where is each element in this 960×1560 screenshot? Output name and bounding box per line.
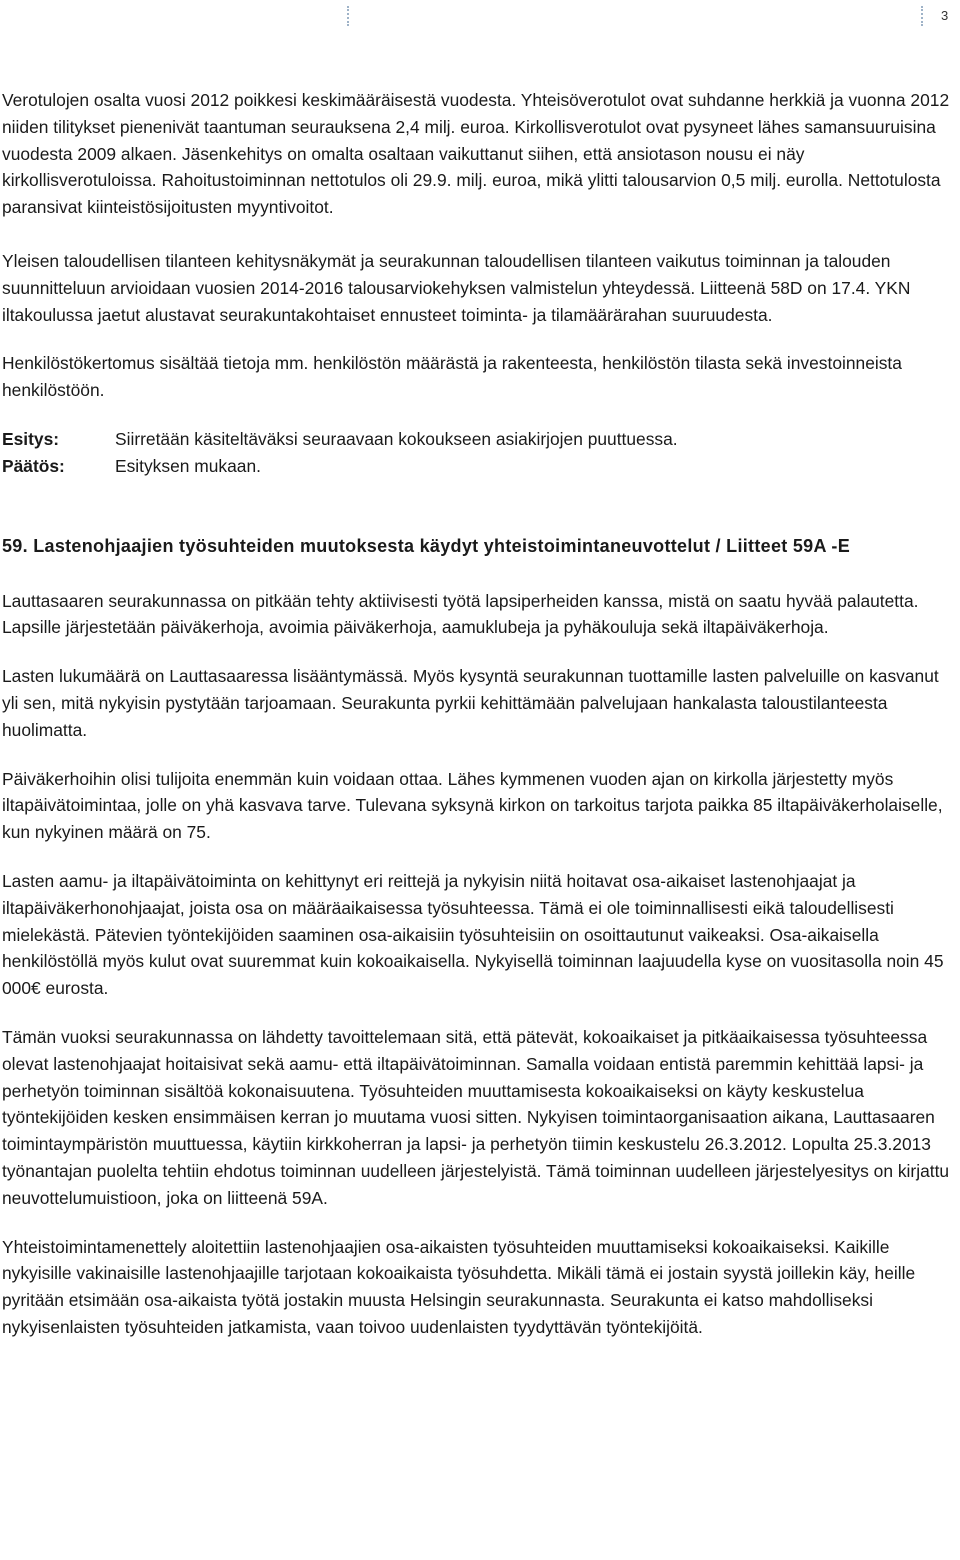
page-number: 3 <box>941 8 949 23</box>
decision-label: Päätös: <box>2 455 65 476</box>
proposal-row <box>2 426 950 453</box>
decision-text: Esityksen mukaan. <box>115 455 261 476</box>
header-divider-right <box>921 6 923 26</box>
intro-paragraph-staff-report: Henkilöstökertomus sisältää tietoja mm. henkilöstön määrästä ja rakenteesta, henkilöstön tilasta sekä investoinneista henkilöstöön. <box>2 353 902 401</box>
proposal-text: Siirretään käsiteltäväksi seuraavaan kokoukseen asiakirjojen puuttuessa. <box>115 428 678 449</box>
decision-row <box>2 453 950 480</box>
section-paragraph: Lauttasaaren seurakunnassa on pitkään tehty aktiivisesti työtä lapsiperheiden kanssa, mistä on saatu hyvää palautetta. Lapsille järjestetään päiväkerhoja, avoimia päiväkerhoja, aamuklubeja ja pyhäkouluja sekä iltapäiväkerhoja. <box>2 590 919 638</box>
section-paragraph: Yhteistoimintamenettely aloitettiin lastenohjaajien osa-aikaisten työsuhteiden muuttamiseksi kokoaikaiseksi. Kaikille nykyisille vakinaisille lastenohjaajille tarjotaan kokoaikaista työsuhdetta. Mikäli tämä ei jostain syystä joillekin käy, heille pyritään etsimään osa-aikaista työtä jostakin muusta Helsingin seurakunnasta. Seurakunta ei katso mahdolliseksi nykyisenlaisten työsuhteiden jatkamista, vaan toivoo uudenlaisten tyydyttävän työntekijöitä. <box>2 1236 916 1337</box>
header-divider-left <box>347 6 349 26</box>
section-paragraph: Tämän vuoksi seurakunnassa on lähdetty tavoittelemaan sitä, että pätevät, kokoaikaiset ja pitkäaikaisessa työsuhteessa olevat lastenohjaajat hoitaisivat sekä aamu- että iltapäivätoiminnan. Samalla voidaan entistä paremmin kehittää lapsi- ja perhetyön toiminnan sisältöä kokonaisuutena. Työsuhteiden muuttamisesta kokoaikaiseksi on käyty keskustelua työntekijöiden kesken ensimmäisen kerran jo muutama vuosi sitten. Nykyisen toimintaorganisaation aikana, Lauttasaaren toimintaympäristön muuttuessa, käytiin kirkkoherran ja lapsi- ja perhetyön tiimin keskustelu 26.3.2012. Lopulta 25.3.2013 työnantajan puolelta tehtiin ehdotus toiminnan uudelleen järjestelyistä. Tämä toiminnan uudelleen järjestelyesitys on kirjattu neuvottelumuistioon, joka on liitteenä 59A. <box>2 1026 950 1208</box>
section-paragraph: Päiväkerhoihin olisi tulijoita enemmän kuin voidaan ottaa. Lähes kymmenen vuoden ajan on kirkolla järjestetty myös iltapäivätoimintaa, jolle on yhä kasvava tarve. Tulevana syksynä kirkon on tarkoitus tarjota paikka 85 iltapäiväkerholaiselle, kun nykyinen määrä on 75. <box>2 768 943 843</box>
document-body <box>2 87 950 1341</box>
section-paragraph: Lasten aamu- ja iltapäivätoiminta on kehittynyt eri reittejä ja nykyisin niitä hoitavat osa-aikaiset lastenohjaajat ja iltapäiväkerhonohjaajat, joista osa on määräaikaisessa työsuhteessa. Tämä ei ole toiminnallisesti eikä taloudellisesti mielekästä. Pätevien työntekijöiden saaminen osa-aikaisiin työsuhteisiin on osoittautunut vaikeaksi. Osa-aikaisella henkilöstöllä myös kulut ovat suuremmat kuin kokoaikaisella. Nykyisellä toiminnan laajuudella kyse on vuositasolla noin 45 000€ eurosta. <box>2 870 944 999</box>
section-paragraph: Lasten lukumäärä on Lauttasaaressa lisääntymässä. Myös kysyntä seurakunnan tuottamille lasten palveluille on kasvanut yli sen, mitä nykyisin pystytään tarjoamaan. Seurakunta pyrkii kehittämään palvelujaan hankalasta taloustilanteesta huolimatta. <box>2 666 939 740</box>
proposal-label: Esitys: <box>2 428 60 449</box>
intro-paragraph-outlook: Yleisen taloudellisen tilanteen kehitysnäkymät ja seurakunnan taloudellisen tilanteen vaikutus toiminnan ja talouden suunnitteluun arvioidaan vuosien 2014-2016 talousarviokehyksen valmistelun yhteydessä. Liitteenä 58D on 17.4. YKN iltakoulussa jaetut alustavat seurakuntakohtaiset ennusteet toiminta- ja tilamäärärahan suuruudesta. <box>2 250 911 325</box>
intro-paragraph-finance: Verotulojen osalta vuosi 2012 poikkesi keskimääräisestä vuodesta. Yhteisöverotulot ovat suhdanne herkkiä ja vuonna 2012 niiden tilitykset pienenivät taantuman seurauksena 2,4 milj. euroa. Kirkollisverotulot ovat pysyneet lähes samansuuruisina vuodesta 2009 alkaen. Jäsenkehitys on omalta osaltaan vaikuttanut siihen, että ansiotason nousu ei näy kirkollisverotuloissa. Rahoitustoiminnan nettotulos oli 29.9. milj. euroa, mikä ylitti talousarvion 0,5 milj. eurolla. Nettotulosta paransivat kiinteistösijoitusten myyntivoitot. <box>2 90 950 218</box>
section-heading: 59. Lastenohjaajien työsuhteiden muutoksesta käydyt yhteistoimintaneuvottelut / Liitteet 59A -E <box>2 535 851 556</box>
